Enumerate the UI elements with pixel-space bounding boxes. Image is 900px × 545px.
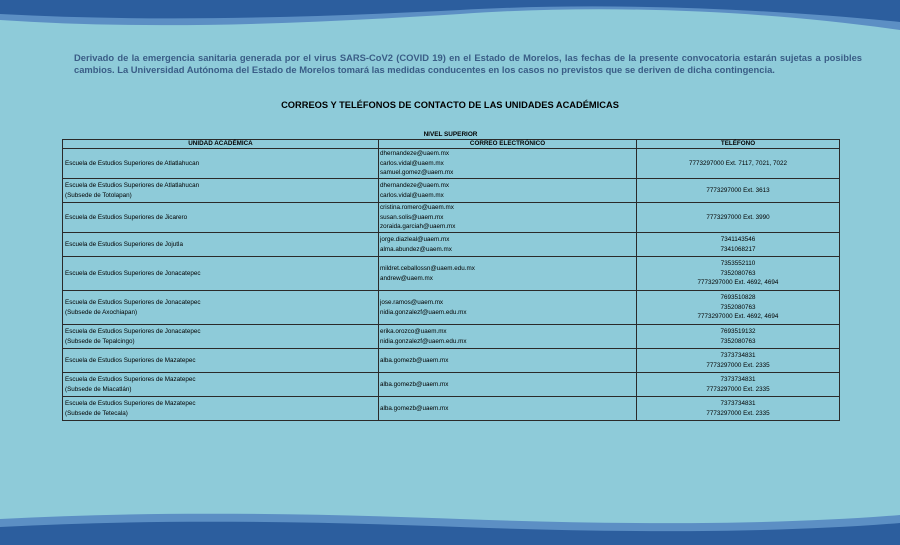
email-text: alma.abundez@uaem.mx	[380, 245, 452, 253]
cell-unit	[63, 233, 379, 257]
unit-line: Escuela de Estudios Superiores de Atlatlahucan	[65, 182, 200, 190]
unit-line: Escuela de Estudios Superiores de Mazatepec	[65, 400, 196, 408]
email-text: jose.ramos@uaem.mx	[380, 299, 444, 307]
page-heading: CORREOS Y TELÉFONOS DE CONTACTO DE LAS UNIDADES ACADÉMICAS	[281, 100, 619, 110]
top-decorative-band	[0, 0, 900, 34]
unit-line: (Subsede de Totolapan)	[65, 191, 132, 199]
email-text: alba.gomezb@uaem.mx	[380, 404, 449, 412]
cell-unit	[63, 291, 379, 325]
email-text: susan.solis@uaem.mx	[380, 213, 444, 221]
table-header-row	[63, 140, 840, 149]
phone-text: 7352080763	[720, 337, 756, 345]
email-text: dhernandeze@uaem.mx	[380, 150, 450, 158]
cell-unit	[63, 349, 379, 373]
phone-text: 7773297000 Ext. 4692, 4694	[697, 279, 779, 287]
unit-line: Escuela de Estudios Superiores de Mazatepec	[65, 356, 196, 364]
phone-text: 7373734831	[720, 400, 756, 408]
cell-phones	[637, 257, 840, 291]
cell-phones	[637, 233, 840, 257]
level-label: NIVEL SUPERIOR	[423, 131, 478, 138]
phone-text: 7693510828	[720, 294, 756, 302]
unit-line: Escuela de Estudios Superiores de Jojutla	[65, 240, 183, 248]
cell-unit	[63, 203, 379, 233]
phone-text: 7773297000 Ext. 2335	[706, 361, 770, 369]
email-text: alba.gomezb@uaem.mx	[380, 380, 449, 388]
cell-emails	[379, 257, 637, 291]
phone-text: 7773297000 Ext. 3990	[706, 213, 770, 221]
contacts-table-section	[62, 130, 839, 421]
unit-line: (Subsede de Tepalcingo)	[65, 337, 135, 345]
cell-phones	[637, 149, 840, 179]
table-row	[63, 179, 840, 203]
unit-line: Escuela de Estudios Superiores de Jonacatepec	[65, 299, 201, 307]
email-text: dhernandeze@uaem.mx	[380, 182, 450, 190]
email-text: erika.orozco@uaem.mx	[380, 328, 447, 336]
email-text: alba.gomezb@uaem.mx	[380, 356, 449, 364]
phone-text: 7773297000 Ext. 4692, 4694	[697, 313, 779, 321]
cell-emails	[379, 203, 637, 233]
cell-emails	[379, 325, 637, 349]
covid-notice: Derivado de la emergencia sanitaria generada por el virus SARS-CoV2 (COVID 19) en el Estado de Morelos, las fechas de la presente convocatoria estarán sujetas a posibles cambios. La Universidad Autónoma del Estado de Morelos tomará las medidas conducentes en los casos no previstos que se deriven de dicha contingencia.	[74, 52, 862, 75]
table-row	[63, 233, 840, 257]
cell-emails	[379, 373, 637, 397]
table-row	[63, 373, 840, 397]
header-unit: UNIDAD ACADÉMICA	[63, 140, 379, 149]
unit-line: Escuela de Estudios Superiores de Jicarero	[65, 213, 188, 221]
email-text: andrew@uaem.mx	[380, 274, 433, 282]
phone-text: 7341143546	[720, 236, 756, 244]
phone-text: 7693519132	[720, 328, 756, 336]
cell-unit	[63, 325, 379, 349]
email-text: nidia.gonzalezf@uaem.edu.mx	[380, 337, 467, 345]
email-text: mildret.ceballossn@uaem.edu.mx	[380, 265, 475, 273]
table-row	[63, 325, 840, 349]
cell-unit	[63, 397, 379, 421]
contacts-table	[62, 139, 840, 421]
cell-emails	[379, 233, 637, 257]
phone-text: 7773297000 Ext. 2335	[706, 385, 770, 393]
cell-emails	[379, 149, 637, 179]
email-text: carlos.vidal@uaem.mx	[380, 159, 444, 167]
table-body	[63, 149, 840, 421]
phone-text: 7773297000 Ext. 2335	[706, 409, 770, 417]
email-text: jorge.diazleal@uaem.mx	[380, 236, 450, 244]
cell-phones	[637, 397, 840, 421]
cell-unit	[63, 179, 379, 203]
cell-phones	[637, 325, 840, 349]
unit-line: (Subsede de Axochiapan)	[65, 308, 138, 316]
email-text: nidia.gonzalezf@uaem.edu.mx	[380, 308, 467, 316]
phone-text: 7352080763	[720, 269, 756, 277]
table-row	[63, 349, 840, 373]
unit-line: Escuela de Estudios Superiores de Jonacatepec	[65, 328, 201, 336]
email-text: carlos.vidal@uaem.mx	[380, 191, 444, 199]
unit-line: Escuela de Estudios Superiores de Mazatepec	[65, 376, 196, 384]
cell-unit	[63, 373, 379, 397]
table-row	[63, 291, 840, 325]
cell-emails	[379, 179, 637, 203]
phone-text: 7773297000 Ext. 3613	[706, 186, 770, 194]
phone-text: 7373734831	[720, 376, 756, 384]
phone-text: 7373734831	[720, 352, 756, 360]
cell-unit	[63, 257, 379, 291]
email-text: samuel.gomez@uaem.mx	[380, 169, 454, 177]
cell-phones	[637, 203, 840, 233]
cell-phones	[637, 179, 840, 203]
cell-unit	[63, 149, 379, 179]
email-text: zoraida.garciah@uaem.mx	[380, 223, 456, 231]
phone-text: 7352080763	[720, 303, 756, 311]
bottom-decorative-band	[0, 509, 900, 545]
header-email: CORREO ELECTRÓNICO	[379, 140, 637, 149]
cell-emails	[379, 397, 637, 421]
table-row	[63, 397, 840, 421]
table-row	[63, 257, 840, 291]
phone-text: 7341068217	[720, 245, 756, 253]
unit-line: Escuela de Estudios Superiores de Jonacatepec	[65, 269, 201, 277]
cell-phones	[637, 373, 840, 397]
phone-text: 7773297000 Ext. 7117, 7021, 7022	[689, 159, 787, 167]
phone-text: 7353552110	[720, 260, 756, 268]
table-row	[63, 203, 840, 233]
unit-line: (Subsede de Tetecala)	[65, 409, 128, 417]
cell-emails	[379, 291, 637, 325]
unit-line: (Subsede de Miacatlán)	[65, 385, 132, 393]
table-row	[63, 149, 840, 179]
cell-emails	[379, 349, 637, 373]
unit-line: Escuela de Estudios Superiores de Atlatlahucan	[65, 159, 200, 167]
email-text: cristina.romero@uaem.mx	[380, 204, 454, 212]
header-phone: TELÉFONO	[637, 140, 840, 149]
cell-phones	[637, 349, 840, 373]
cell-phones	[637, 291, 840, 325]
